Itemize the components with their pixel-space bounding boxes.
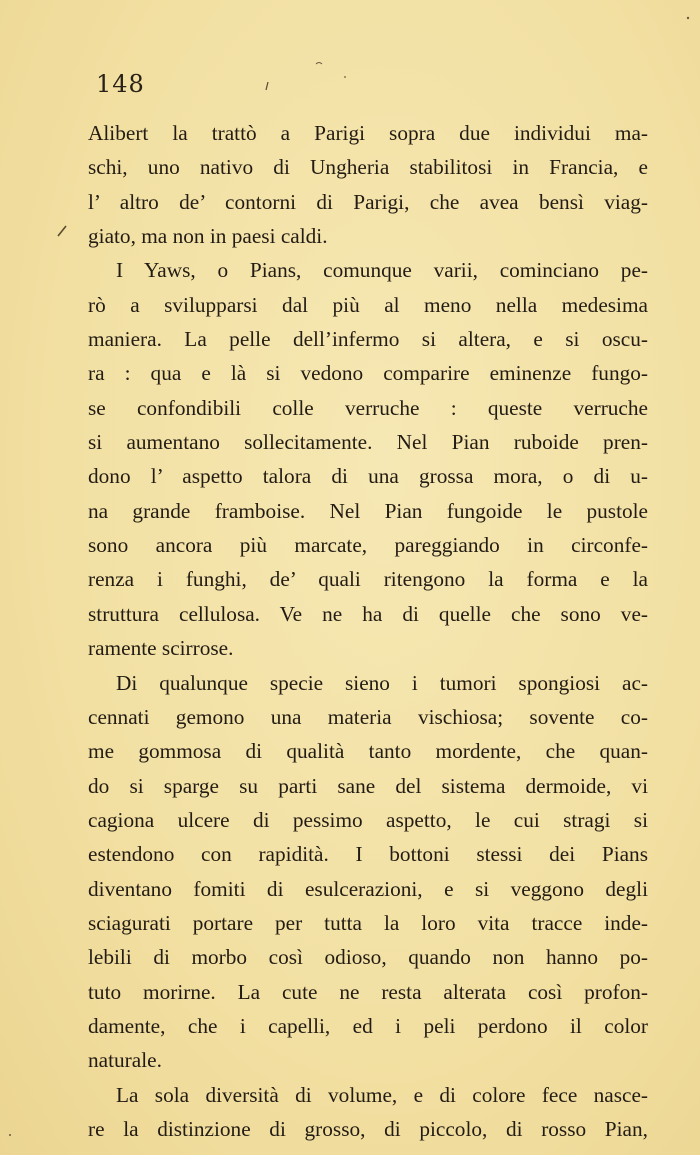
text-line: re la distinzione di grosso, di piccolo, di rosso Pian,	[88, 1116, 648, 1141]
text-line: naturale.	[88, 1048, 162, 1073]
text-line: si aumentano sollecitamente. Nel Pian ruboide pren-	[88, 430, 648, 455]
text-line: se confondibili colle verruche : queste verruche	[88, 395, 648, 420]
text-line: maniera. La pelle dell’infermo si altera, e si oscu-	[88, 327, 648, 352]
text-line: tuto morirne. La cute ne resta alterata così profon-	[88, 979, 648, 1004]
text-line: diventano fomiti di esulcerazioni, e si veggono degli	[88, 876, 648, 901]
body-text	[88, 116, 648, 1146]
text-line: ra : qua e là si vedono comparire eminenze fungo-	[88, 361, 648, 386]
text-line: dono l’ aspetto talora di una grossa mora, o di u-	[88, 464, 648, 489]
text-line: cennati gemono una materia vischiosa; sovente co-	[88, 704, 648, 729]
text-line: rò a svilupparsi dal più al meno nella medesima	[88, 292, 648, 317]
text-line: schi, uno nativo di Ungheria stabilitosi in Francia, e	[88, 155, 648, 180]
page-number: 148	[96, 70, 145, 98]
text-line: renza i funghi, de’ quali ritengono la forma e la	[88, 567, 648, 592]
text-line: Di qualunque specie sieno i tumori spongiosi ac-	[116, 670, 648, 695]
text-line: estendono con rapidità. I bottoni stessi dei Pians	[88, 842, 648, 867]
text-line: Alibert la trattò a Parigi sopra due individui ma-	[88, 121, 648, 145]
text-line: lebili di morbo così odioso, quando non hanno po-	[88, 945, 648, 970]
text-line: sono ancora più marcate, pareggiando in circonfe-	[88, 533, 648, 558]
text-line: na grande framboise. Nel Pian fungoide le pustole	[88, 498, 648, 523]
text-line: do si sparge su parti sane del sistema dermoide, vi	[88, 773, 648, 798]
text-line: cagiona ulcere di pessimo aspetto, le cui stragi si	[88, 807, 648, 832]
text-line: La sola diversità di volume, e di colore fece nasce-	[116, 1082, 648, 1107]
text-line: I Yaws, o Pians, comunque varii, cominciano pe-	[116, 258, 648, 283]
text-line: me gommosa di qualità tanto mordente, che quan-	[88, 739, 648, 764]
text-line: l’ altro de’ contorni di Parigi, che avea bensì viag-	[88, 189, 648, 214]
text-line: ramente scirrose.	[88, 636, 234, 661]
text-line: struttura cellulosa. Ve ne ha di quelle che sono ve-	[88, 601, 648, 626]
text-line: giato, ma non in paesi caldi.	[88, 224, 328, 249]
text-line: damente, che i capelli, ed i peli perdono il color	[88, 1013, 648, 1038]
text-line: sciagurati portare per tutta la loro vita tracce inde-	[88, 910, 648, 935]
